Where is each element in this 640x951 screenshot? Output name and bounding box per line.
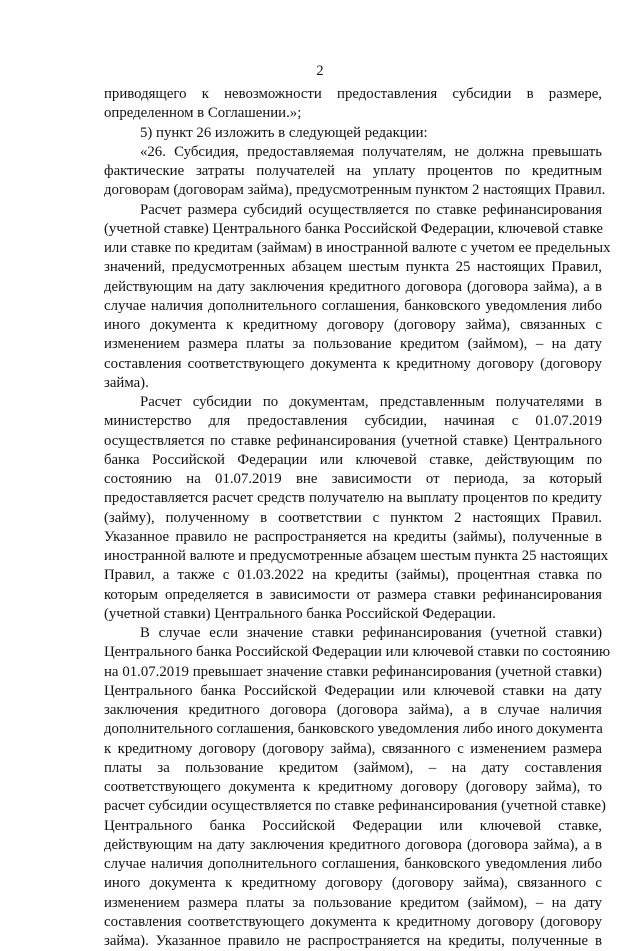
- text-line: 5) пункт 26 изложить в следующей редакции:: [140, 124, 428, 141]
- text-line: составления соответствующего документа к кредитному договору (договору: [104, 355, 602, 372]
- text-line: или ставке по кредитам (займам) в иностранной валюте с учетом ее предельных: [104, 240, 611, 256]
- text-line: состоянию на 01.07.2019 вне зависимости от периода, за который: [104, 471, 602, 487]
- text-line: действующим на дату заключения кредитного договора (договора займа), а в: [104, 278, 602, 295]
- text-line: Центрального банка Российской Федерации или ключевой ставке,: [104, 817, 602, 834]
- text-line: Указанное правило не распространяется на кредиты (займы), полученные в: [104, 528, 602, 545]
- text-line: расчет субсидии осуществляется по ставке рефинансирования (учетной ставке): [104, 798, 606, 815]
- page-number: 2: [316, 63, 324, 79]
- text-line: случае наличия дополнительного соглашения, банковского уведомления либо: [104, 297, 602, 314]
- text-line: случае наличия дополнительного соглашения, банковского уведомления либо: [104, 856, 602, 872]
- paragraph: [104, 393, 609, 624]
- text-line: предоставляется расчет средств получателю на выплату процентов по кредиту: [104, 490, 602, 507]
- text-line: значений, предусмотренных абзацем шестым пункта 25 настоящих Правил,: [104, 259, 602, 276]
- text-line: Правил, а также с 01.03.2022 на кредиты (займы), процентная ставка по: [104, 567, 602, 584]
- text-line: Расчет субсидии по документам, представленным получателями в: [140, 394, 602, 410]
- text-line: к кредитному договору (договору займа), связанного с изменением размера: [104, 740, 602, 757]
- text-line: (займу), полученному в соответствии с пунктом 2 настоящих Правил.: [104, 509, 602, 526]
- text-line: Центрального банка Российской Федерации или ключевой ставки на дату: [104, 682, 602, 699]
- text-line: фактические затраты получателей на уплату процентов по кредитным: [104, 163, 602, 179]
- paragraph: [104, 201, 611, 394]
- text-line: приводящего к невозможности предоставления субсидии в размере,: [104, 86, 602, 102]
- text-line: соответствующего документа к кредитному договору (договору займа), то: [104, 779, 602, 795]
- text-line: дополнительного соглашения, банковского уведомления либо иного документа: [104, 721, 603, 738]
- text-line: договорам (договорам займа), предусмотренным пунктом 2 настоящих Правил.: [104, 182, 606, 199]
- text-line: Расчет размера субсидий осуществляется по ставке рефинансирования: [140, 201, 602, 218]
- paragraph: [104, 143, 606, 201]
- text-line: В случае если значение ставки рефинансирования (учетной ставки): [140, 625, 602, 641]
- text-line: изменением размера платы за пользование кредитом (займом), – на дату: [104, 336, 602, 353]
- text-line: которым определяется в зависимости от размера ставки рефинансирования: [104, 586, 602, 603]
- text-line: определенном в Соглашении.»;: [104, 105, 302, 122]
- text-line: платы за пользование кредитом (займом), – на дату составления: [104, 759, 602, 776]
- text-line: банка Российской Федерации или ключевой ставке, действующим по: [104, 451, 602, 468]
- text-line: заключения кредитного договора (договора займа), а в случае наличия: [104, 702, 602, 718]
- paragraph: [104, 85, 602, 124]
- text-line: изменением размера платы за пользование кредитом (займом), – на дату: [104, 894, 602, 911]
- text-line: «26. Субсидия, предоставляемая получателям, не должна превышать: [140, 143, 602, 160]
- text-line: осуществляется по ставке рефинансирования (учетной ставке) Центрального: [104, 432, 602, 449]
- text-line: (учетной ставке) Центрального банка Российской Федерации, ключевой ставке: [104, 220, 603, 237]
- text-line: Центрального банка Российской Федерации или ключевой ставки по состоянию: [104, 644, 611, 661]
- text-line: на 01.07.2019 превышает значение ставки рефинансирования (учетной ставки): [104, 663, 602, 680]
- text-line: министерство для предоставления субсидии, начиная с 01.07.2019: [104, 413, 602, 430]
- text-line: иностранной валюте и предусмотренные абзацем шестым пункта 25 настоящих: [104, 548, 609, 564]
- text-line: займа).: [104, 374, 149, 391]
- text-line: иного документа к кредитному договору (договору займа), связанного с: [104, 875, 602, 892]
- text-line: займа). Указанное правило не распространяется на кредиты, полученные в: [104, 933, 602, 949]
- text-line: действующим на дату заключения кредитного договора (договора займа), а в: [104, 836, 602, 853]
- text-line: иного документа к кредитному договору (договору займа), связанных с: [104, 317, 602, 333]
- document-body: [104, 85, 611, 951]
- text-line: составления соответствующего документа к кредитному договору (договору: [104, 913, 602, 930]
- paragraph: [104, 124, 602, 143]
- text-line: (учетной ставки) Центрального банка Российской Федерации.: [104, 605, 496, 622]
- paragraph: [104, 624, 611, 951]
